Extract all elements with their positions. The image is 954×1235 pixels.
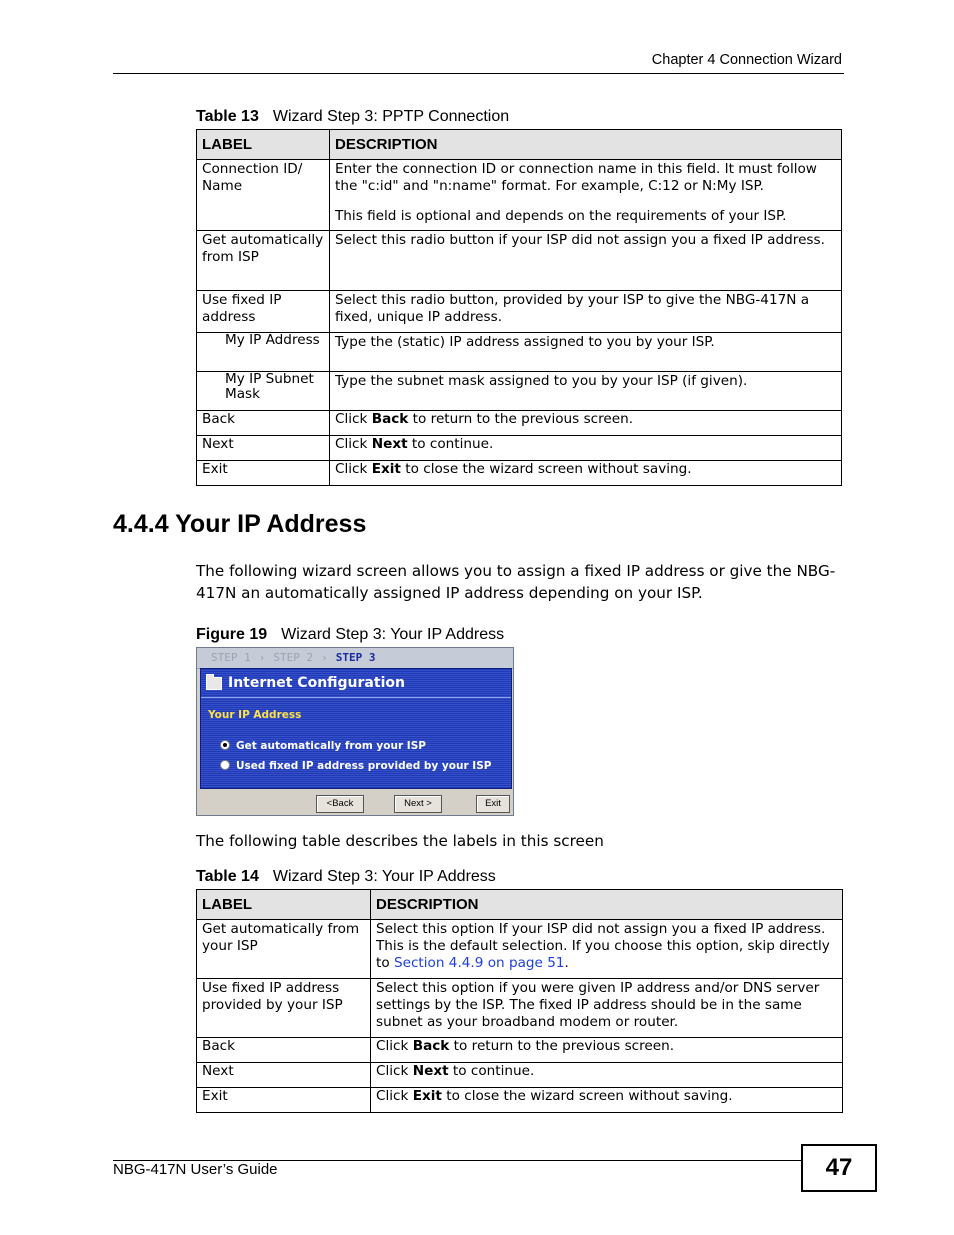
- option-fixed-ip[interactable]: [220, 760, 491, 772]
- wizard-step-2: STEP 2: [273, 651, 314, 664]
- table14-col-label: LABEL: [197, 890, 371, 920]
- table13-row-label: My IP Subnet Mask: [197, 372, 330, 411]
- table13-row-description: [330, 461, 842, 486]
- table-row: [197, 1088, 843, 1113]
- table14-row-description: [371, 1088, 843, 1113]
- section-title: 4.4.4 Your IP Address: [113, 510, 367, 538]
- wizard-subtitle: Your IP Address: [208, 709, 302, 721]
- description-line: This field is optional and depends on the requirements of your ISP.: [335, 208, 787, 224]
- table13-row-label: Exit: [197, 461, 330, 486]
- wizard-panel-title: Internet Configuration: [228, 675, 405, 691]
- running-header: Chapter 4 Connection Wizard: [651, 52, 842, 68]
- desc-text: Click: [335, 436, 372, 452]
- desc-text: Select this option If your ISP did not assign you a fixed IP address. This is the default selection. If you choose this option, skip directly to: [376, 921, 830, 971]
- desc-text: Click: [376, 1088, 413, 1104]
- table-row: [197, 1038, 843, 1063]
- table14-row-description: [371, 1038, 843, 1063]
- table14-row-description: Select this option if you were given IP address and/or DNS server settings by the ISP. The fixed IP address should be in the same subnet as your broadband modem or router.: [371, 979, 843, 1038]
- page-number: 47: [801, 1144, 877, 1192]
- back-button[interactable]: <Back: [316, 795, 364, 813]
- table13-row-description: Type the subnet mask assigned to you by your ISP (if given).: [330, 372, 842, 411]
- table13-row-label: My IP Address: [197, 333, 330, 372]
- desc-text: to close the wizard screen without saving.: [441, 1088, 733, 1104]
- section-link[interactable]: Section 4.4.9 on page 51: [393, 955, 565, 971]
- wizard-step-1: STEP 1: [211, 651, 251, 664]
- desc-bold: Exit: [412, 1088, 442, 1104]
- desc-bold: Next: [371, 436, 408, 452]
- table13-row-description: [330, 160, 842, 231]
- table13-row-description: Select this radio button if your ISP did not assign you a fixed IP address.: [330, 231, 842, 291]
- table13-caption: [196, 108, 509, 126]
- desc-bold: Next: [412, 1063, 449, 1079]
- table14-row-description: [371, 1063, 843, 1088]
- wizard-divider: [201, 697, 511, 698]
- table-row: [197, 372, 842, 411]
- table-row: [197, 1063, 843, 1088]
- table13-row-label: Next: [197, 436, 330, 461]
- desc-text: .: [564, 955, 569, 971]
- table-row: [197, 291, 842, 333]
- table14-row-label: Back: [197, 1038, 371, 1063]
- table13-row-label: Connection ID/ Name: [197, 160, 330, 231]
- folder-icon: [206, 677, 222, 690]
- table13-caption-number: Table 13: [196, 108, 259, 125]
- table13-col-description: DESCRIPTION: [330, 130, 842, 160]
- table13-row-label: Get automatically from ISP: [197, 231, 330, 291]
- option-label: Get automatically from your ISP: [236, 740, 426, 752]
- table14-header-row: [197, 890, 843, 920]
- desc-bold: Back: [412, 1038, 450, 1054]
- wizard-step-3: STEP 3: [335, 651, 376, 664]
- table14-row-label: Use fixed IP address provided by your ISP: [197, 979, 371, 1038]
- table13-row-description: [330, 436, 842, 461]
- table13-row-description: [330, 411, 842, 436]
- table-row: [197, 461, 842, 486]
- desc-bold: Back: [371, 411, 409, 427]
- table14-caption-number: Table 14: [196, 868, 259, 885]
- figure19-caption-text: Wizard Step 3: Your IP Address: [281, 626, 505, 643]
- figure19-caption: [196, 626, 504, 644]
- table-intro: The following table describes the labels in this screen: [196, 832, 604, 850]
- option-get-automatically[interactable]: [220, 740, 426, 752]
- radio-unselected-icon[interactable]: [220, 760, 230, 770]
- header-rule: [113, 73, 844, 74]
- figure19-caption-number: Figure 19: [196, 626, 268, 643]
- table14: [196, 889, 843, 1113]
- option-label: Used fixed IP address provided by your ISP: [236, 760, 492, 772]
- table13-col-label: LABEL: [197, 130, 330, 160]
- section-intro: The following wizard screen allows you to assign a fixed IP address or give the NBG-417N an automatically assigned IP address depending on your ISP.: [196, 562, 836, 602]
- table-row: [197, 920, 843, 979]
- desc-text: to return to the previous screen.: [449, 1038, 675, 1054]
- table-row: [197, 979, 843, 1038]
- wizard-screenshot: [196, 647, 514, 816]
- radio-selected-icon[interactable]: [220, 740, 230, 750]
- table13-header-row: [197, 130, 842, 160]
- exit-button[interactable]: Exit: [476, 795, 510, 813]
- table13-row-label: Use fixed IP address: [197, 291, 330, 333]
- table13-row-label: Back: [197, 411, 330, 436]
- desc-text: Click: [376, 1063, 413, 1079]
- table14-caption: [196, 868, 496, 886]
- chevron-right-icon: ›: [258, 651, 266, 664]
- table13-caption-text: Wizard Step 3: PPTP Connection: [272, 108, 510, 125]
- desc-text: Click: [376, 1038, 413, 1054]
- table14-row-label: Next: [197, 1063, 371, 1088]
- table-row: [197, 333, 842, 372]
- desc-text: Click: [335, 411, 372, 427]
- desc-text: Click: [335, 461, 372, 477]
- desc-bold: Exit: [371, 461, 401, 477]
- table14-col-description: DESCRIPTION: [371, 890, 843, 920]
- table-row: [197, 231, 842, 291]
- table13-row-description: Select this radio button, provided by your ISP to give the NBG-417N a fixed, unique IP address.: [330, 291, 842, 333]
- desc-text: to close the wizard screen without saving.: [400, 461, 692, 477]
- table14-caption-text: Wizard Step 3: Your IP Address: [272, 868, 496, 885]
- table14-row-description: [371, 920, 843, 979]
- next-button[interactable]: Next >: [394, 795, 442, 813]
- footer-guide-title: NBG-417N User’s Guide: [113, 1161, 278, 1178]
- table13-row-description: Type the (static) IP address assigned to you by your ISP.: [330, 333, 842, 372]
- table-row: [197, 160, 842, 231]
- desc-text: to continue.: [407, 436, 494, 452]
- chevron-right-icon: ›: [321, 651, 328, 664]
- desc-text: to continue.: [448, 1063, 535, 1079]
- wizard-step-bar: [197, 648, 513, 669]
- wizard-panel: [200, 668, 512, 789]
- description-line: Enter the connection ID or connection name in this field. It must follow the "c:id" and "n:name" format. For example, C:12 or N:My ISP.: [335, 161, 817, 194]
- table-row: [197, 411, 842, 436]
- table14-row-label: Get automatically from your ISP: [197, 920, 371, 979]
- table-row: [197, 436, 842, 461]
- desc-text: to return to the previous screen.: [408, 411, 634, 427]
- table13: [196, 129, 842, 486]
- table14-row-label: Exit: [197, 1088, 371, 1113]
